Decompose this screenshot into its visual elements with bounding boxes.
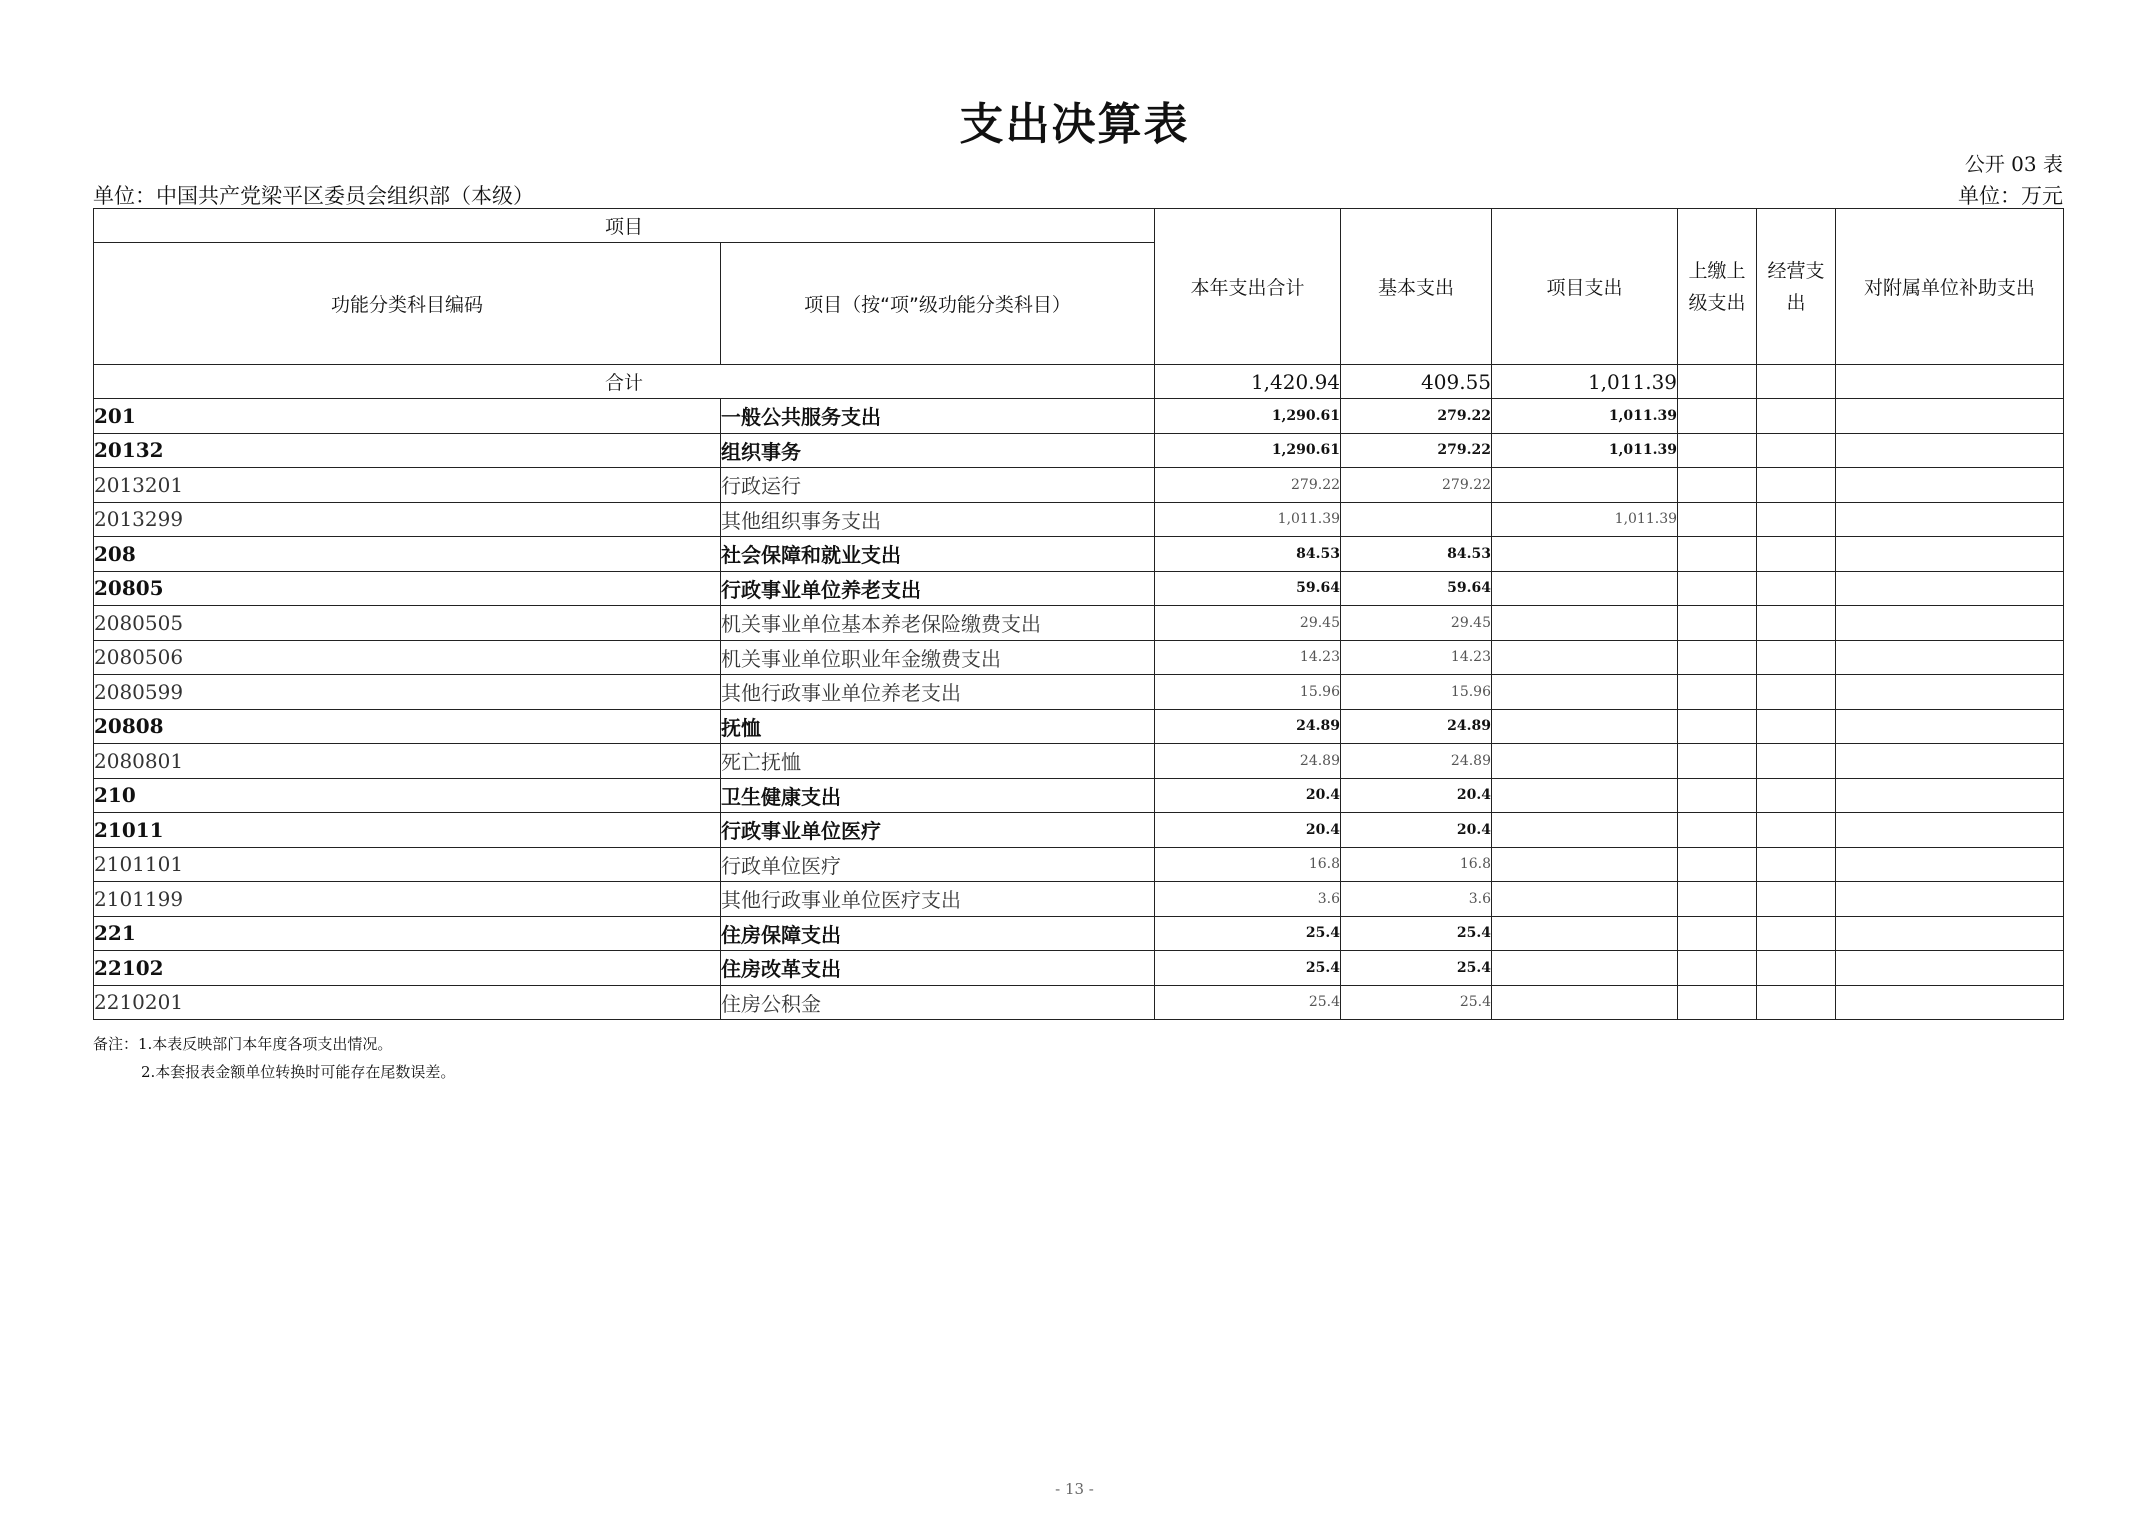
table-row (94, 606, 2064, 641)
row-basic: 25.4 (1341, 985, 1492, 1020)
table-row (94, 778, 2064, 813)
row-code: 2013299 (94, 502, 721, 537)
table-row (94, 502, 2064, 537)
row-basic: 84.53 (1341, 537, 1492, 572)
row-basic: 25.4 (1341, 951, 1492, 986)
row-total: 1,290.61 (1155, 433, 1341, 468)
row-code: 20132 (94, 433, 721, 468)
row-code: 2080801 (94, 744, 721, 779)
row-basic: 279.22 (1341, 433, 1492, 468)
row-name: 行政单位医疗 (721, 847, 1155, 882)
row-project: 1,011.39 (1492, 433, 1678, 468)
row-name: 其他组织事务支出 (721, 502, 1155, 537)
row-total: 1,290.61 (1155, 399, 1341, 434)
row-total: 25.4 (1155, 985, 1341, 1020)
row-business (1757, 502, 1836, 537)
row-total: 14.23 (1155, 640, 1341, 675)
header-upper (1678, 209, 1757, 365)
total-row (94, 365, 2064, 399)
row-upper (1678, 916, 1757, 951)
row-upper (1678, 882, 1757, 917)
row-code: 201 (94, 399, 721, 434)
header-basic: 基本支出 (1341, 209, 1492, 365)
table-row (94, 882, 2064, 917)
row-total: 20.4 (1155, 778, 1341, 813)
row-project (1492, 985, 1678, 1020)
row-business (1757, 468, 1836, 503)
row-name: 住房改革支出 (721, 951, 1155, 986)
row-basic: 15.96 (1341, 675, 1492, 710)
row-upper (1678, 951, 1757, 986)
row-code: 2080599 (94, 675, 721, 710)
row-total: 25.4 (1155, 951, 1341, 986)
row-business (1757, 916, 1836, 951)
header-upper-line2: 级支出 (1688, 291, 1746, 314)
row-name: 组织事务 (721, 433, 1155, 468)
row-project (1492, 640, 1678, 675)
total-amount: 1,420.94 (1155, 365, 1341, 399)
row-upper (1678, 433, 1757, 468)
row-basic: 24.89 (1341, 709, 1492, 744)
note-1: 备注：1.本表反映部门本年度各项支出情况。 (93, 1035, 393, 1053)
row-business (1757, 882, 1836, 917)
row-name: 其他行政事业单位养老支出 (721, 675, 1155, 710)
row-project: 1,011.39 (1492, 502, 1678, 537)
row-code: 221 (94, 916, 721, 951)
row-name: 机关事业单位基本养老保险缴费支出 (721, 606, 1155, 641)
row-business (1757, 709, 1836, 744)
currency-unit: 单位：万元 (1958, 184, 2063, 208)
row-project (1492, 709, 1678, 744)
row-total: 15.96 (1155, 675, 1341, 710)
row-business (1757, 951, 1836, 986)
row-subsidy (1836, 537, 2064, 572)
table-row (94, 813, 2064, 848)
row-business (1757, 813, 1836, 848)
row-total: 24.89 (1155, 709, 1341, 744)
row-code: 210 (94, 778, 721, 813)
table-row (94, 709, 2064, 744)
row-total: 16.8 (1155, 847, 1341, 882)
row-project (1492, 813, 1678, 848)
header-business-line2: 出 (1786, 291, 1806, 314)
row-business (1757, 433, 1836, 468)
row-upper (1678, 847, 1757, 882)
row-name: 行政事业单位医疗 (721, 813, 1155, 848)
row-total: 20.4 (1155, 813, 1341, 848)
row-upper (1678, 399, 1757, 434)
row-name: 行政运行 (721, 468, 1155, 503)
row-upper (1678, 744, 1757, 779)
row-project (1492, 951, 1678, 986)
row-business (1757, 537, 1836, 572)
table-row (94, 399, 2064, 434)
header-code: 功能分类科目编码 (94, 243, 721, 365)
row-total: 59.64 (1155, 571, 1341, 606)
row-total: 3.6 (1155, 882, 1341, 917)
table-row (94, 433, 2064, 468)
page-number: - 13 - (1055, 1480, 1094, 1498)
row-basic: 25.4 (1341, 916, 1492, 951)
row-project (1492, 744, 1678, 779)
row-subsidy (1836, 675, 2064, 710)
row-code: 2080505 (94, 606, 721, 641)
row-total: 1,011.39 (1155, 502, 1341, 537)
row-business (1757, 399, 1836, 434)
form-number: 公开 03 表 (1964, 152, 2063, 176)
page-title: 支出决算表 (959, 99, 1190, 150)
row-subsidy (1836, 847, 2064, 882)
row-total: 25.4 (1155, 916, 1341, 951)
row-project (1492, 847, 1678, 882)
row-project (1492, 916, 1678, 951)
row-basic: 3.6 (1341, 882, 1492, 917)
total-label: 合计 (94, 365, 1155, 399)
row-upper (1678, 640, 1757, 675)
row-name: 住房公积金 (721, 985, 1155, 1020)
table-row (94, 468, 2064, 503)
row-business (1757, 985, 1836, 1020)
row-code: 2210201 (94, 985, 721, 1020)
row-upper (1678, 571, 1757, 606)
row-subsidy (1836, 433, 2064, 468)
row-name: 社会保障和就业支出 (721, 537, 1155, 572)
row-project (1492, 571, 1678, 606)
row-name: 抚恤 (721, 709, 1155, 744)
row-project (1492, 468, 1678, 503)
row-basic: 24.89 (1341, 744, 1492, 779)
row-total: 29.45 (1155, 606, 1341, 641)
row-project (1492, 882, 1678, 917)
header-business-line1: 经营支 (1767, 259, 1825, 282)
header-upper-line1: 上缴上 (1688, 259, 1746, 282)
expenditure-table (93, 208, 2064, 1020)
row-subsidy (1836, 606, 2064, 641)
row-upper (1678, 813, 1757, 848)
row-subsidy (1836, 985, 2064, 1020)
row-basic: 279.22 (1341, 399, 1492, 434)
row-code: 21011 (94, 813, 721, 848)
table-row (94, 537, 2064, 572)
table-row (94, 951, 2064, 986)
row-upper (1678, 468, 1757, 503)
row-business (1757, 606, 1836, 641)
table-row (94, 916, 2064, 951)
row-business (1757, 675, 1836, 710)
row-basic: 59.64 (1341, 571, 1492, 606)
row-subsidy (1836, 640, 2064, 675)
row-code: 20808 (94, 709, 721, 744)
total-upper (1678, 365, 1757, 399)
row-upper (1678, 537, 1757, 572)
total-basic: 409.55 (1341, 365, 1492, 399)
header-business (1757, 209, 1836, 365)
row-subsidy (1836, 709, 2064, 744)
row-business (1757, 847, 1836, 882)
table-row (94, 744, 2064, 779)
table-row (94, 985, 2064, 1020)
row-upper (1678, 502, 1757, 537)
row-code: 2101101 (94, 847, 721, 882)
row-project: 1,011.39 (1492, 399, 1678, 434)
row-business (1757, 744, 1836, 779)
row-subsidy (1836, 813, 2064, 848)
header-project: 项目支出 (1492, 209, 1678, 365)
row-basic: 29.45 (1341, 606, 1492, 641)
reporting-unit: 单位：中国共产党梁平区委员会组织部（本级） (93, 184, 534, 208)
row-business (1757, 640, 1836, 675)
row-code: 2101199 (94, 882, 721, 917)
row-subsidy (1836, 744, 2064, 779)
row-basic: 20.4 (1341, 813, 1492, 848)
row-subsidy (1836, 882, 2064, 917)
row-business (1757, 778, 1836, 813)
row-name: 住房保障支出 (721, 916, 1155, 951)
row-upper (1678, 778, 1757, 813)
row-project (1492, 606, 1678, 641)
row-subsidy (1836, 468, 2064, 503)
header-subsidy: 对附属单位补助支出 (1836, 209, 2064, 365)
row-basic: 16.8 (1341, 847, 1492, 882)
table-row (94, 847, 2064, 882)
row-name: 死亡抚恤 (721, 744, 1155, 779)
table-row (94, 571, 2064, 606)
row-code: 208 (94, 537, 721, 572)
note-2: 2.本套报表金额单位转换时可能存在尾数误差。 (141, 1063, 456, 1081)
total-business (1757, 365, 1836, 399)
row-subsidy (1836, 502, 2064, 537)
row-basic (1341, 502, 1492, 537)
row-subsidy (1836, 916, 2064, 951)
row-project (1492, 675, 1678, 710)
row-subsidy (1836, 951, 2064, 986)
row-code: 2013201 (94, 468, 721, 503)
row-subsidy (1836, 571, 2064, 606)
header-row-group (94, 209, 2064, 243)
total-project: 1,011.39 (1492, 365, 1678, 399)
table-row (94, 640, 2064, 675)
row-upper (1678, 675, 1757, 710)
row-name: 行政事业单位养老支出 (721, 571, 1155, 606)
row-project (1492, 778, 1678, 813)
row-basic: 20.4 (1341, 778, 1492, 813)
row-basic: 279.22 (1341, 468, 1492, 503)
row-basic: 14.23 (1341, 640, 1492, 675)
row-upper (1678, 985, 1757, 1020)
row-subsidy (1836, 778, 2064, 813)
row-total: 24.89 (1155, 744, 1341, 779)
row-code: 20805 (94, 571, 721, 606)
row-name: 机关事业单位职业年金缴费支出 (721, 640, 1155, 675)
row-name: 一般公共服务支出 (721, 399, 1155, 434)
notes (93, 1030, 455, 1086)
row-name: 其他行政事业单位医疗支出 (721, 882, 1155, 917)
table-row (94, 675, 2064, 710)
row-upper (1678, 709, 1757, 744)
row-subsidy (1836, 399, 2064, 434)
row-upper (1678, 606, 1757, 641)
row-total: 279.22 (1155, 468, 1341, 503)
row-code: 2080506 (94, 640, 721, 675)
row-business (1757, 571, 1836, 606)
header-name: 项目（按“项”级功能分类科目） (721, 243, 1155, 365)
row-total: 84.53 (1155, 537, 1341, 572)
header-project-group: 项目 (94, 209, 1155, 243)
total-subsidy (1836, 365, 2064, 399)
header-total: 本年支出合计 (1155, 209, 1341, 365)
row-name: 卫生健康支出 (721, 778, 1155, 813)
row-code: 22102 (94, 951, 721, 986)
row-project (1492, 537, 1678, 572)
